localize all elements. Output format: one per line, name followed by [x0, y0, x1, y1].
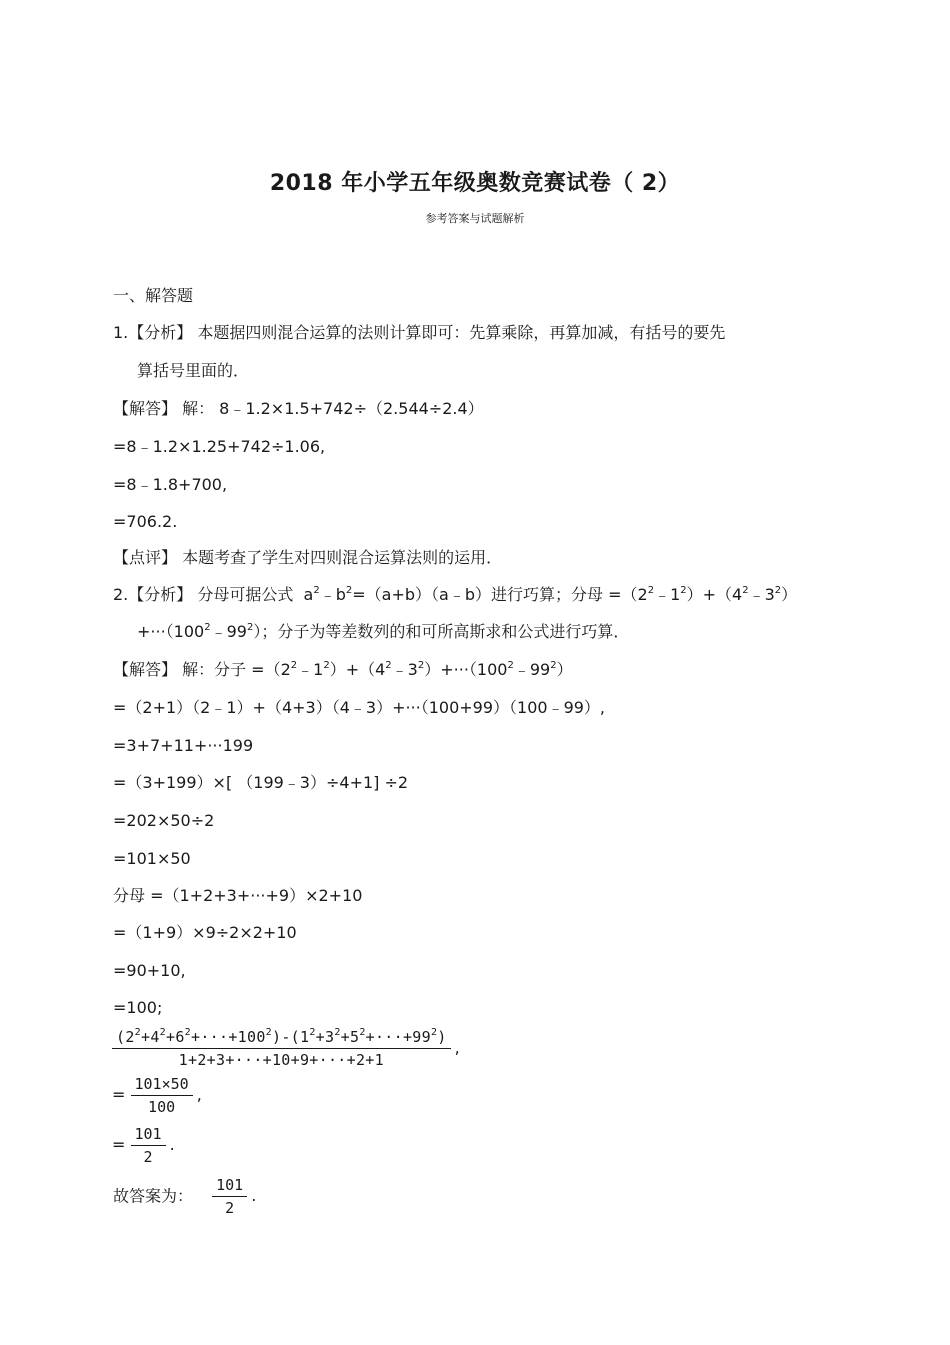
q1-step-2: =8﹣1.8+700,: [113, 475, 228, 494]
q2-analysis-line2: $+\cdot\cdot\cdot(100^2﹣99^2)$；分子为等差数列的和可所高斯求和公式进行巧算．: [137, 622, 630, 641]
section-heading: 一、解答题: [113, 286, 194, 305]
answer-numerator: 101: [212, 1176, 247, 1197]
q2-solution-lead: 【解答】 解：分子 $=(2^2﹣1^2)+(4^2﹣3^2)+\cdot\cdot\cdot(100^2﹣99^2)$: [113, 660, 573, 679]
equals-sign: =: [112, 1135, 126, 1154]
q2-step-2: =3+7+11+···199: [113, 736, 254, 755]
q2-analysis-line1: 2.【分析】 分母可据公式 $a^2﹣b^2=(a+b)(a﹣b)$进行巧算；分母 $=(2^2﹣1^2)+(4^2﹣3^2)$: [113, 585, 798, 604]
page-subtitle: 参考答案与试题解析: [425, 212, 525, 225]
fraction-3-denominator: 2: [143, 1148, 153, 1166]
q2-step-9: =100;: [113, 998, 163, 1017]
fraction-2-numerator: 101×50: [131, 1075, 193, 1096]
q1-comment: 【点评】 本题考查了学生对四则混合运算法则的运用．: [113, 548, 503, 567]
q1-analysis-line2: 算括号里面的．: [137, 361, 250, 380]
fraction-2-denominator: 100: [148, 1098, 176, 1116]
q2-step-8: =90+10,: [113, 961, 186, 980]
answer-period: .: [251, 1186, 257, 1205]
q2-step-3: =（3+199）×[ （199﹣3）÷4+1] ÷2: [113, 773, 409, 792]
answer-denominator: 2: [225, 1199, 235, 1217]
big-fraction-body: [112, 1028, 451, 1069]
fraction-step-3: [112, 1125, 175, 1166]
answer-fraction: [212, 1176, 247, 1217]
big-fraction: [112, 1028, 460, 1069]
big-fraction-numerator: $(2^2+4^2+6^2+\cdot\cdot\cdot+100^2)-(1^2+3^2+5^2+\cdot\cdot\cdot+99^2)$: [112, 1028, 451, 1049]
q2-step-4: =202×50÷2: [113, 811, 215, 830]
fraction-3-numerator: 101: [131, 1125, 166, 1146]
q1-step-3: =706.2.: [113, 512, 178, 531]
q2-step-5: =101×50: [113, 849, 191, 868]
q1-analysis-line1: 1.【分析】 本题据四则混合运算的法则计算即可：先算乘除，再算加减，有括号的要先: [113, 323, 726, 342]
q1-step-1: =8﹣1.2×1.25+742÷1.06,: [113, 437, 326, 456]
fraction-step-2: [112, 1075, 202, 1116]
q2-step-7: =（1+9）×9÷2×2+10: [113, 923, 297, 942]
answer-label: 故答案为：: [113, 1186, 194, 1206]
fraction-2: [131, 1075, 193, 1116]
q1-solution-lead: 【解答】 解： 8﹣1.2×1.5+742÷（2.544÷2.4）: [113, 399, 484, 418]
q2-step-1: =（2+1）（2﹣1）+（4+3）（4﹣3）+···（100+99）（100﹣99）,: [113, 698, 606, 717]
big-fraction-comma: ,: [454, 1038, 460, 1057]
big-fraction-denominator: 1+2+3+···+10+9+···+2+1: [178, 1051, 384, 1069]
fraction-3: [131, 1125, 166, 1166]
equals-sign: =: [112, 1085, 126, 1104]
answer-line: [113, 1176, 256, 1217]
fraction-2-comma: ,: [196, 1085, 202, 1104]
page-title: 2018 年小学五年级奥数竞赛试卷（ 2）: [269, 171, 681, 196]
q2-step-6: 分母 =（1+2+3+···+9）×2+10: [113, 886, 363, 905]
fraction-3-period: .: [169, 1135, 175, 1154]
